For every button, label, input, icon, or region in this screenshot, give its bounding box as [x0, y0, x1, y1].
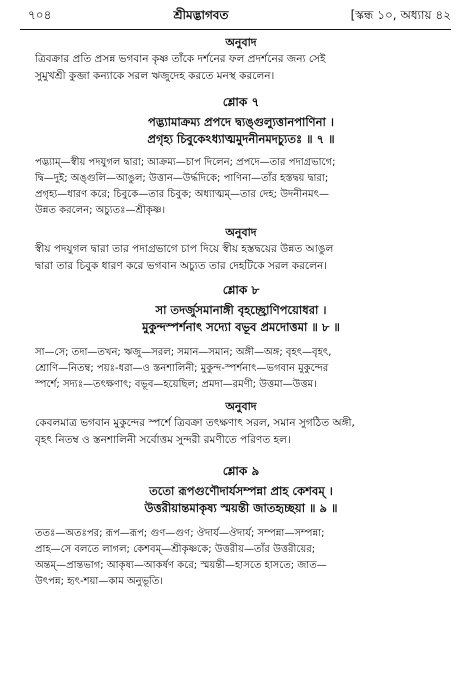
verse-line: প্রগৃহ্য চিবুকেঽধ্যাত্মমুদনীনমদচ্যুতঃ ॥ ৭ ॥ — [147, 132, 335, 146]
sloka-8-translation-label: অনুবাদ — [225, 400, 257, 413]
synonym-line: সা—সে; তদা—তখন; ঋজু—সরল; সমান—সমান; অঙ্গী—অঙ্গ; বৃহৎ—বৃহৎ, — [35, 347, 332, 358]
page-number: ৭০৪ — [28, 8, 52, 22]
verse-line: পদ্ভ্যামাক্রম্য প্রপদে দ্ব্যঙ্গুল্যুত্তানপাণিনা । — [148, 115, 334, 129]
sloka-7-heading: শ্লোক ৭ — [222, 95, 260, 109]
verse-line: ততো রূপগুণৌদার্যসম্পন্না প্রাহ কেশবম্ । — [149, 484, 333, 498]
book-title: শ্রীমদ্ভাগবত — [173, 8, 229, 22]
verse-line: সা তদর্জুসমানাঙ্গী বৃহচ্ছ্রোণিপয়োধরা । — [155, 303, 327, 317]
synonym-line: অন্তম্—প্রান্তভাগ; আকৃষ্য—আকর্ষণ করে; স্ময়ন্তী—হাসতে হাসতে; জাত— — [35, 560, 327, 571]
synonym-line: স্পর্শে; সদ্যঃ—তৎক্ষণাৎ; বভূব—হয়েছিল; প্রমদা—রমণী; উত্তমা—উত্তম। — [35, 379, 317, 390]
text-line: দ্বারা তার চিবুক ধারণ করে ভগবান অচ্যুত তার দেহটিকে সরল করলেন। — [35, 260, 327, 272]
synonym-line: পদ্ভ্যাম্—স্বীয় পদযুগল দ্বারা; আক্রম্য—চাপ দিলেন; প্রপদে—তার পদাগ্রভাগে; — [35, 157, 336, 168]
sloka-7-translation-label: অনুবাদ — [225, 226, 257, 239]
synonym-line: প্রগৃহ্য—ধারণ করে; চিবুকে—তার চিবুক; অধ্যাত্মম্—তার দেহ; উদনীনমৎ— — [35, 189, 329, 200]
header-rule — [20, 29, 451, 30]
text-line: বৃহৎ নিতম্ব ও স্তনশালিনী সর্বোত্তম সুন্দরী রমণীতে পরিণত হল। — [35, 434, 291, 446]
synonym-line: শ্রোণি—নিতম্ব; পয়ঃ-ধরা—ও স্তনশালিনী; মুকুন্দ-স্পর্শনাৎ—ভগবান মুকুন্দের — [35, 363, 329, 374]
verse-line: উত্তরীয়ান্তমাকৃষ্য স্ময়ন্তী জাতহৃচ্ছয়া ॥ ৯ ॥ — [144, 501, 338, 515]
sloka-7-synonyms — [35, 155, 447, 219]
synonym-line: ততঃ—অতঃপর; রূপ—রূপ; গুণ—গুণ; ঔদার্য—ঔদার্য; সম্পন্না—সম্পন্না; — [35, 528, 325, 539]
sloka-7-verse — [35, 114, 447, 148]
sloka-9-synonyms — [35, 526, 447, 590]
sloka-8-synonyms — [35, 345, 447, 393]
translation-paragraph-1 — [35, 51, 447, 85]
sloka-7-translation — [35, 241, 447, 275]
canto-chapter: [স্কন্ধ ১০, অধ্যায় ৪২ — [350, 8, 451, 22]
page-header — [28, 8, 451, 26]
sloka-9-heading: শ্লোক ৯ — [222, 464, 260, 478]
text-line: কেবলমাত্র ভগবান মুকুন্দের স্পর্শে ত্রিবক্রা তৎক্ষণাৎ সরল, সমান সুগঠিত অঙ্গী, — [35, 417, 355, 429]
synonym-line: দ্বি—দুই; অঙ্গুলি—আঙুল; উত্তান—উর্দ্ধদিকে; পাণিনা—তাঁর হস্তদ্বয় দ্বারা; — [35, 173, 329, 184]
text-line: সুমুখশ্রী কুব্জা কন্যাকে সরল ঋজুদেহ করতে মনস্থ করলেন। — [35, 70, 275, 82]
text-line: ত্রিবক্রার প্রতি প্রসন্ন ভগবান কৃষ্ণ তাঁকে দর্শনের ফল প্রদর্শনের জন্য সেই — [35, 53, 326, 65]
sloka-8-translation — [35, 415, 447, 449]
text-line: স্বীয় পদযুগল দ্বারা তার পদাগ্রভাগে চাপ দিয়ে স্বীয় হস্তদ্বয়ের উন্নত আঙুল — [35, 243, 334, 255]
verse-line: মুকুন্দস্পর্শনাৎ সদ্যো বভূব প্রমদোত্তমা ॥ ৮ ॥ — [142, 320, 340, 334]
sloka-8-heading: শ্লোক ৮ — [222, 283, 260, 297]
translation-label: অনুবাদ — [225, 36, 257, 49]
synonym-line: উন্নত করলেন; অচ্যুতঃ—শ্রীকৃষ্ণ। — [35, 205, 166, 216]
sloka-9-verse — [35, 483, 447, 517]
sloka-8-verse — [35, 302, 447, 336]
synonym-line: প্রাহ—সে বলতে লাগল; কেশবম্—শ্রীকৃষ্ণকে; উত্তরীয়—তাঁর উত্তরীয়ের; — [35, 544, 316, 555]
synonym-line: উৎপন্ন; হৃৎ-শয়া—কাম অনুভূতি। — [35, 576, 163, 587]
